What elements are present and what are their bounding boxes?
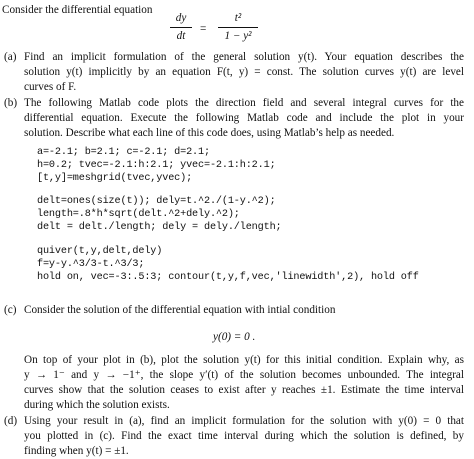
rhs-fraction (218, 11, 258, 43)
part-d-line-2: you plotted in (c). Find the exact time interval during which the solution is defined, by (24, 430, 464, 442)
part-b-line-2: differential equation. Execute the following Matlab code and include the plot in your (24, 112, 464, 124)
part-c-intro-line: Consider the solution of the differential equation with intial condition (24, 304, 336, 316)
code-line: delt=ones(size(t)); dely=t.^2./(1-y.^2); (37, 196, 276, 207)
part-b-marker: (b) (4, 97, 18, 109)
part-c-line-4: during which the solution exists. (24, 399, 170, 411)
rhs-denominator: 1 − y² (224, 29, 252, 42)
part-c-line-2: y → 1⁻ and y → −1⁺, the slope y′(t) of the solution becomes unbounded. The integral (24, 369, 464, 381)
part-d-line-3: finding when y(t) = ±1. (24, 445, 129, 457)
rhs-numerator: t² (234, 12, 242, 24)
code-line: length=.8*h*sqrt(delt.^2+dely.^2); (37, 209, 240, 220)
part-a-line-1: Find an implicit formulation of the general solution y(t). Your equation describes the (24, 51, 464, 63)
part-d-line-1: Using your result in (a), find an implicit formulation for the solution with y(0) = 0 that (24, 415, 464, 427)
equals-sign: = (200, 23, 207, 35)
code-line: [t,y]=meshgrid(tvec,yvec); (37, 173, 193, 184)
initial-condition: y(0) = 0 . (213, 331, 256, 343)
part-c-line-3: curves show that the solution ceases to exist after y reaches ±1. Estimate the time interval (24, 384, 464, 396)
lhs-denominator: dt (176, 29, 186, 42)
lhs-fraction-bar (170, 27, 192, 28)
intro-text: Consider the differential equation (2, 4, 153, 16)
code-line: quiver(t,y,delt,dely) (37, 246, 163, 257)
lhs-fraction (170, 11, 192, 43)
code-line: hold on, vec=-3:.5:3; contour(t,y,f,vec,'linewidth',2), hold off (37, 272, 419, 283)
part-a-line-2: solution y(t) implicitly by an equation F(t, y) = const. The solution curves y(t) are level (24, 66, 464, 78)
part-d-marker: (d) (4, 415, 18, 427)
rhs-fraction-bar (218, 27, 258, 28)
part-a-line-3: curves of F. (24, 81, 77, 93)
code-line: delt = delt./length; dely = dely./length; (37, 222, 282, 233)
code-line: f=y-y.^3/3-t.^3/3; (37, 259, 145, 270)
part-c-marker: (c) (4, 304, 17, 316)
part-b-line-3: solution. Describe what each line of this code does, using Matlab’s help as needed. (24, 127, 395, 139)
lhs-numerator: dy (175, 12, 187, 24)
part-c-line-1: On top of your plot in (b), plot the solution y(t) for this initial condition. Explain why, as (24, 354, 464, 366)
code-line: a=-2.1; b=2.1; c=-2.1; d=2.1; (37, 147, 210, 158)
code-line: h=0.2; tvec=-2.1:h:2.1; yvec=-2.1:h:2.1; (37, 160, 276, 171)
part-b-line-1: The following Matlab code plots the direction field and several integral curves for the (24, 97, 464, 109)
part-a-marker: (a) (4, 51, 17, 63)
